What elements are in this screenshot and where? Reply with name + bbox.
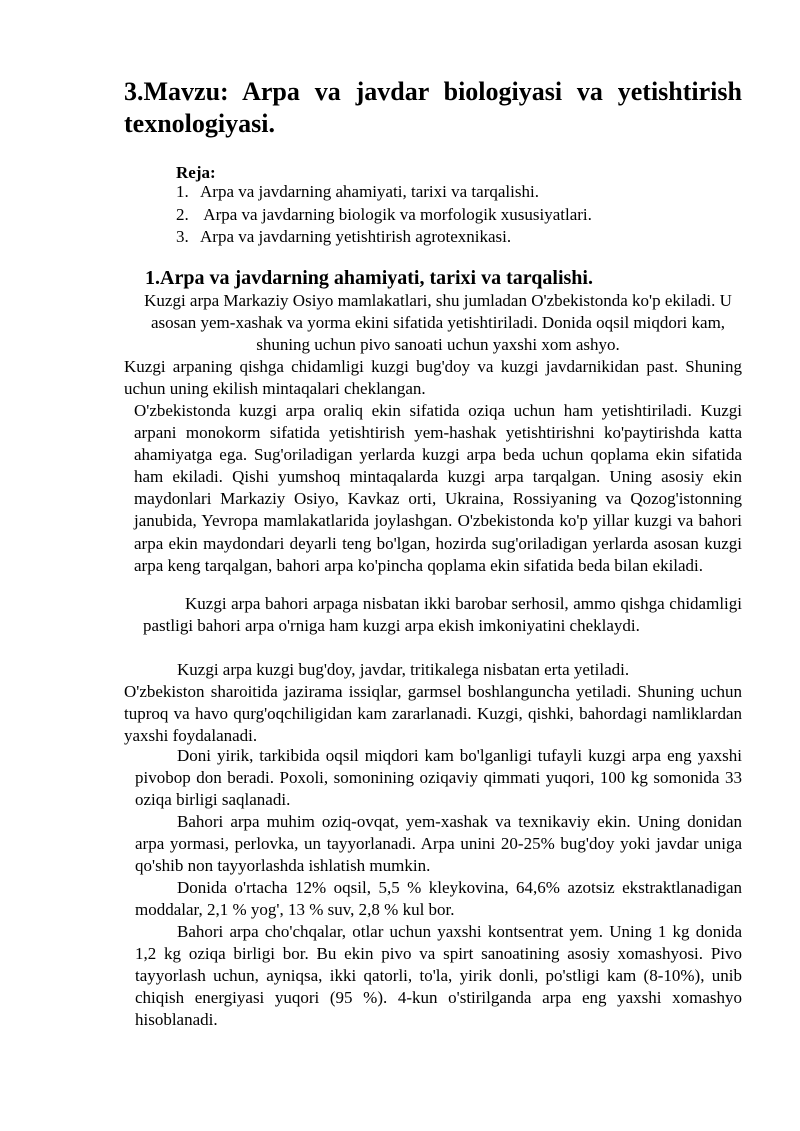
paragraph: Kuzgi arpa Markaziy Osiyo mamlakatlari, shu jumladan O'zbekistonda ko'p ekiladi. U asosan yem-xashak va yorma ekini sifatida yetishtiriladi. Donida oqsil miqdori kam, shuning uchun pivo sanoati uchun yaxshi xom ashyo. (144, 291, 732, 355)
plan-heading: Reja: (176, 163, 216, 182)
paragraph: Doni yirik, tarkibida oqsil miqdori kam bo'lganligi tufayli kuzgi arpa eng yaxshi pivobop don beradi. Poxoli, somonining oziqaviy qimmati yuqori, 100 kg somonida 33 oziqa birligi saqlanadi. (135, 746, 742, 810)
paragraph: Bahori arpa cho'chqalar, otlar uchun yaxshi kontsentrat yem. Uning 1 kg donida 1,2 kg oziqa birligi bor. Bu ekin pivo va spirt sanoatining asosiy xomashyosi. Pivo tayyorlash uchun, ayniqsa, ikki qatorli, to'la, yirik donli, po'stligi kam (8-10%), unib chiqish energiyasi yuqori (95 %). 4-kun o'stirilganda arpa eng yaxshi xomashyo hisoblanadi. (135, 922, 742, 1030)
page-title: 3.Mavzu: Arpa va javdar biologiyasi va yetishtirish texnologiyasi. (124, 77, 742, 138)
paragraph: O'zbekistonda kuzgi arpa oraliq ekin sifatida oziqa uchun ham yetishtiriladi. Kuzgi arpani monokorm sifatida yetishtirish yem-hashak yetishtirishni ko'paytirishda katta ahamiyatga ega. Sug'oriladigan yerlarda kuzgi arpa beda uchun qoplama ekin sifatida ham ekiladi. Qishi yumshoq mintaqalarda kuzgi arpa tarqalgan. Uning asosiy ekin maydonlari Markaziy Osiyo, Kavkaz orti, Ukraina, Rossiyaning va Qozog'istonning janubida, Yevropa mamlakatlarida joylashgan. O'zbekistonda ko'p yillar kuzgi va bahori arpa ekin maydondari deyarli teng bo'lgan, hozirda sug'oriladigan yerlarda asosan kuzgi arpa keng tarqalgan, bahori arpa ko'pincha qoplama ekin sifatida beda bilan ekiladi. (134, 401, 742, 575)
paragraph: Kuzgi arpa kuzgi bug'doy, javdar, tritikalega nisbatan erta yetiladi. (177, 660, 630, 679)
plan-item: 2. Arpa va javdarning biologik va morfologik xususiyatlari. (176, 204, 592, 224)
paragraph: O'zbekiston sharoitida jazirama issiqlar, garmsel boshlanguncha yetiladi. Shuning uchun tuproq va havo qurg'oqchiligidan kam zararlanadi. Kuzgi, qishki, bahordagi namliklardan yaxshi foydalanadi. (124, 682, 742, 746)
plan-item: 1. Arpa va javdarning ahamiyati, tarixi va tarqalishi. (176, 182, 539, 201)
paragraph: Bahori arpa muhim oziq-ovqat, yem-xashak va texnikaviy ekin. Uning donidan arpa yormasi, perlovka, un tayyorlanadi. Arpa unini 20-25% bug'doy yoki javdar uniga qo'shib non tayyorlashda ishlatish mumkin. (135, 812, 742, 876)
plan-item: 3. Arpa va javdarning yetishtirish agrotexnikasi. (176, 227, 512, 246)
paragraph: Donida o'rtacha 12% oqsil, 5,5 % kleykovina, 64,6% azotsiz ekstraktlanadigan moddalar, 2,1 % yog', 13 % suv, 2,8 % kul bor. (135, 878, 742, 920)
plan-list (176, 181, 592, 249)
paragraph: Kuzgi arpaning qishga chidamligi kuzgi bug'doy va kuzgi javdarnikidan past. Shuning uchun uning ekilish mintaqalari cheklangan. (124, 357, 742, 399)
paragraph: Kuzgi arpa bahori arpaga nisbatan ikki barobar serhosil, ammo qishga chidamligi pastligi bahori arpa o'rniga ham kuzgi arpa ekish imkoniyatini cheklaydi. (143, 594, 742, 636)
section-heading: 1.Arpa va javdarning ahamiyati, tarixi va tarqalishi. (145, 267, 593, 289)
